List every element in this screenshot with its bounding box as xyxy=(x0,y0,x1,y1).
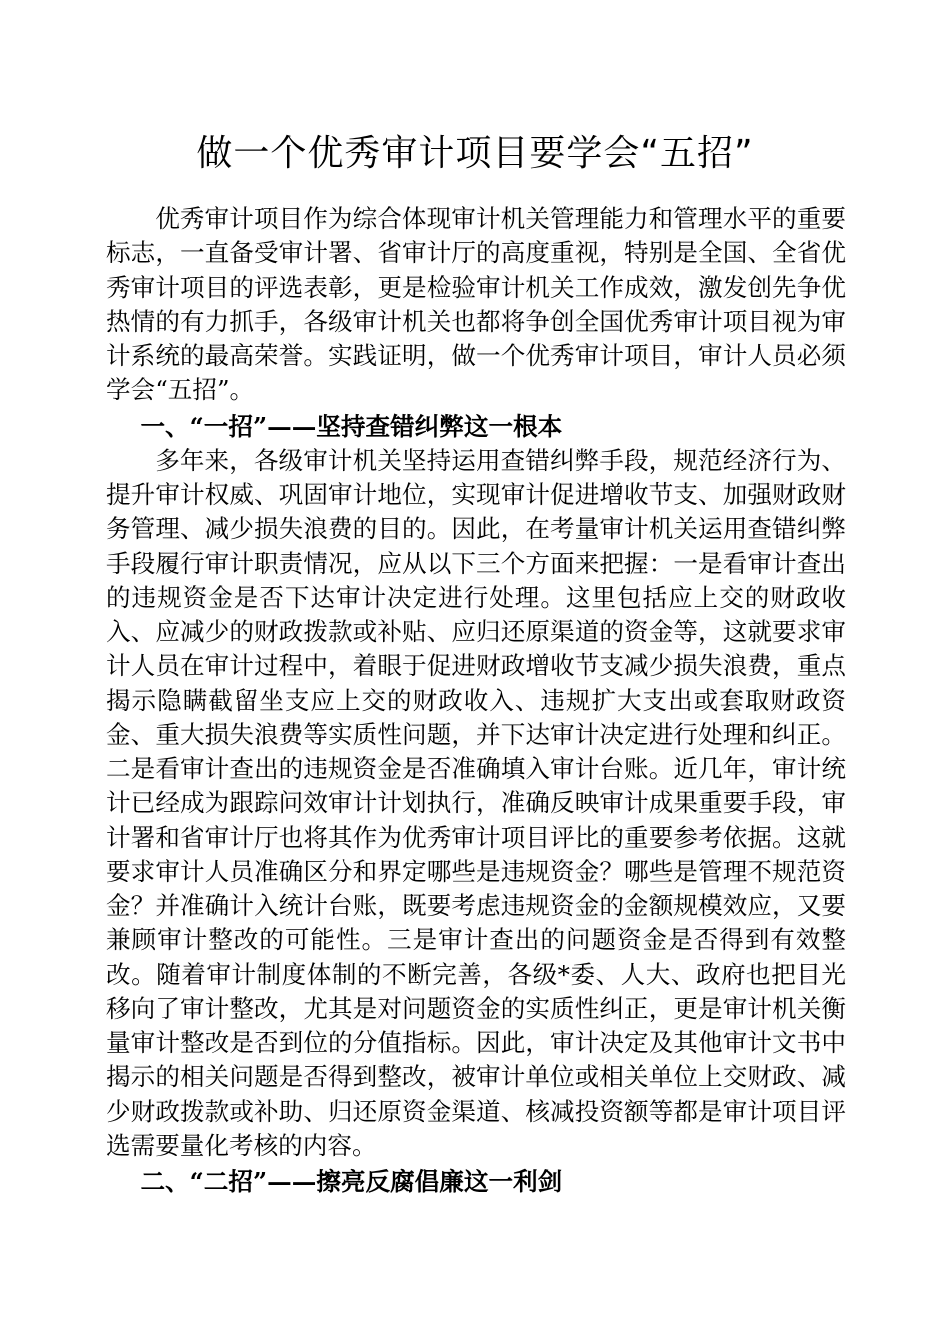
document-title: 做一个优秀审计项目要学会“五招” xyxy=(196,133,754,174)
section-heading-1: 一、“一招”——坚持查错纠弊这一根本 xyxy=(140,411,563,441)
section-1-paragraph: 多年来，各级审计机关坚持运用查错纠弊手段，规范经济行为、提升审计权威、巩固审计地位，实现审计促进增收节支、加强财政财务管理、减少损失浪费的目的。因此，在考量审计机关运用查错纠弊手段履行审计职责情况，应从以下三个方面来把握：一是看审计查出的违规资金是否下达审计决定进行处理。这里包括应上交的财政收入、应减少的财政拨款或补贴、应归还原渠道的资金等，这就要求审计人员在审计过程中，着眼于促进财政增收节支减少损失浪费，重点揭示隐瞒截留坐支应上交的财政收入、违规扩大支出或套取财政资金、重大损失浪费等实质性问题，并下达审计决定进行处理和纠正。二是看审计查出的违规资金是否准确填入审计台账。近几年，审计统计已经成为跟踪问效审计计划执行，准确反映审计成果重要手段，审计署和省审计厅也将其作为优秀审计项目评比的重要参考依据。这就要求审计人员准确区分和界定哪些是违规资金？哪些是管理不规范资金？并准确计入统计台账，既要考虑违规资金的金额规模效应，又要兼顾审计整改的可能性。三是审计查出的问题资金是否得到有效整改。随着审计制度体制的不断完善，各级*委、人大、政府也把目光移向了审计整改，尤其是对问题资金的实质性纠正，更是审计机关衡量审计整改是否到位的分值指标。因此，审计决定及其他审计文书中揭示的相关问题是否得到整改，被审计单位或相关单位上交财政、减少财政拨款或补助、归还原资金渠道、核减投资额等都是审计项目评选需要量化考核的内容。 xyxy=(106,445,846,1160)
document-body xyxy=(106,202,846,1199)
section-heading-2: 二、“二招”——擦亮反腐倡廉这一利剑 xyxy=(140,1167,563,1196)
intro-paragraph: 优秀审计项目作为综合体现审计机关管理能力和管理水平的重要标志，一直备受审计署、省审计厅的高度重视，特别是全国、全省优秀审计项目的评选表彰，更是检验审计机关工作成效，激发创先争优热情的有力抓手，各级审计机关也都将争创全国优秀审计项目视为审计系统的最高荣誉。实践证明，做一个优秀审计项目，审计人员必须学会“五招”。 xyxy=(106,204,846,405)
